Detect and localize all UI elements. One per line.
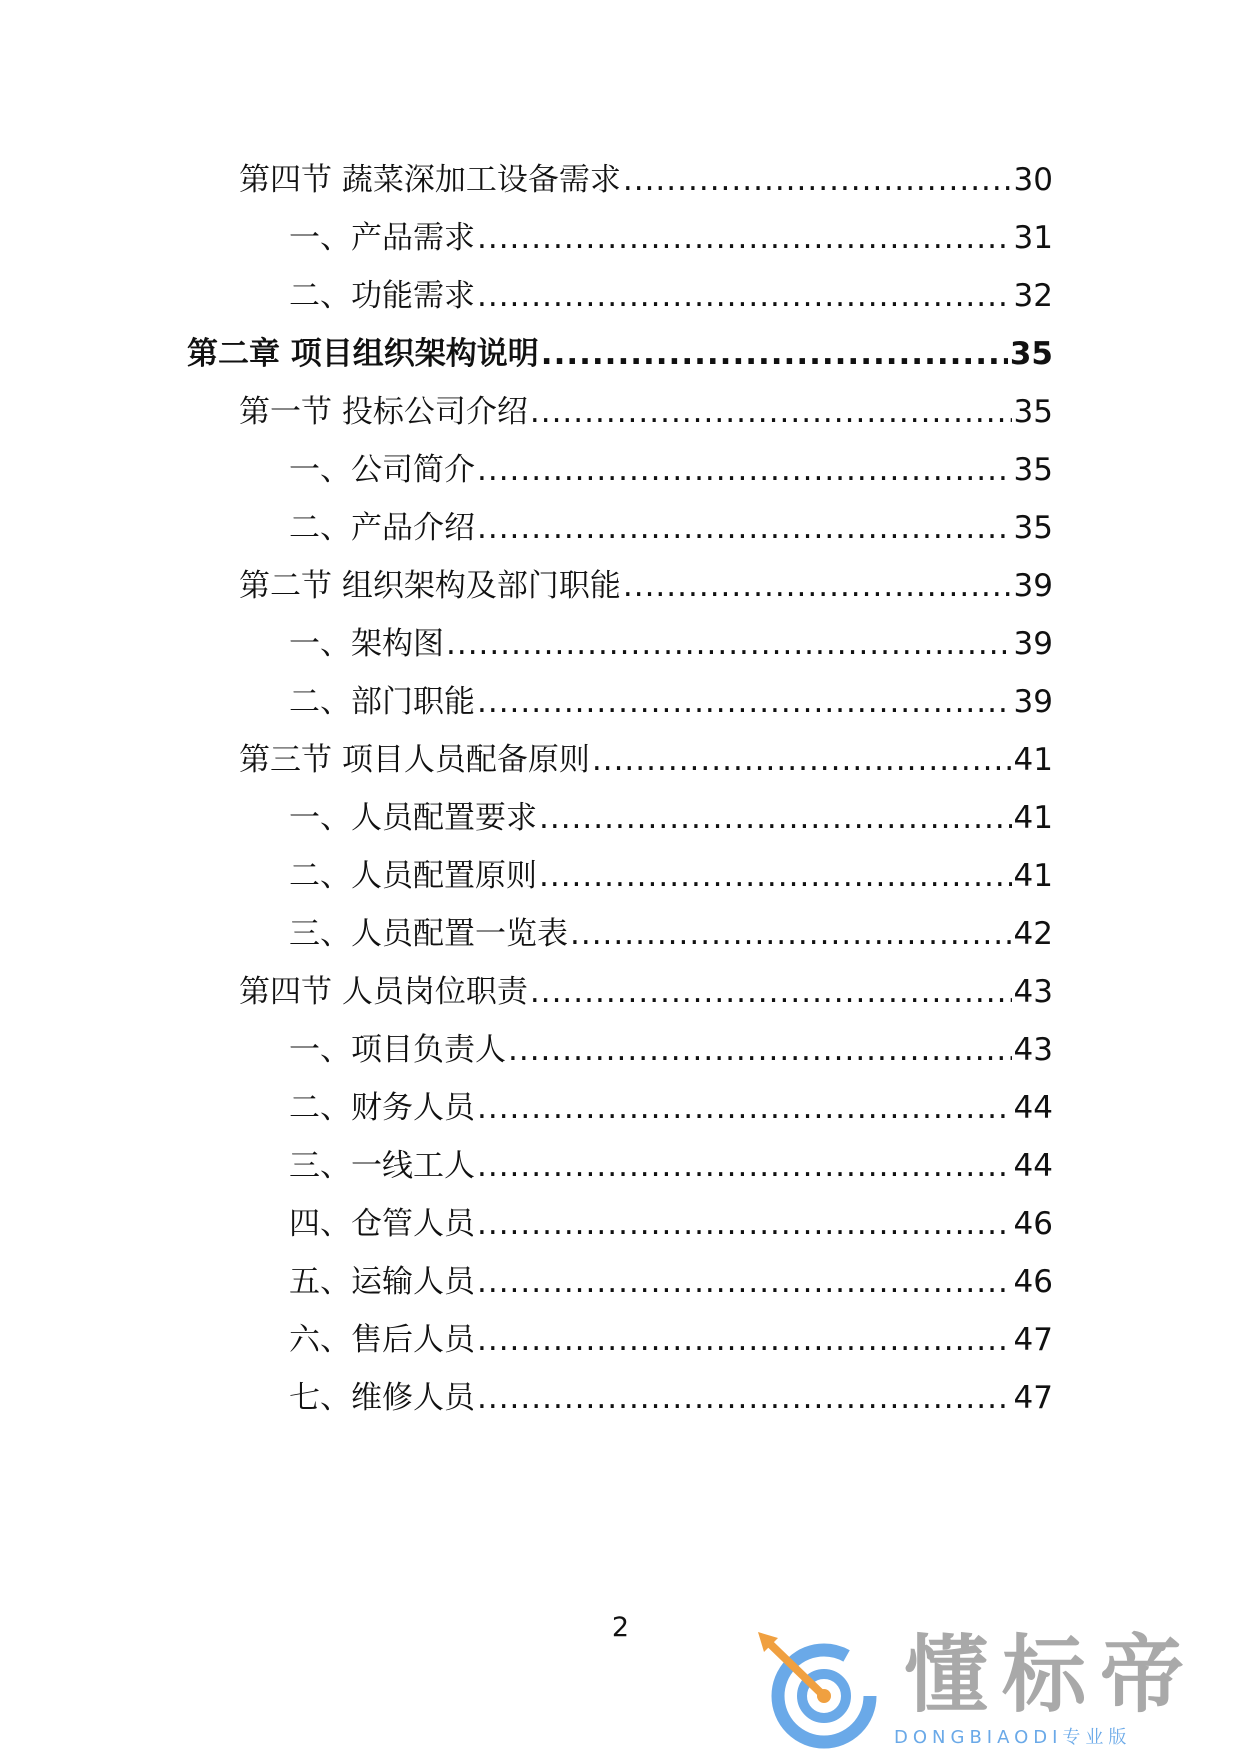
toc-dot-leader (623, 566, 1012, 606)
toc-entry (239, 566, 1053, 606)
toc-dot-leader (592, 740, 1012, 780)
toc-entry-page: 46 (1013, 1206, 1053, 1242)
toc-entry-page: 41 (1013, 858, 1053, 894)
toc-entry (289, 1262, 1053, 1302)
toc-dot-leader (477, 276, 1012, 316)
toc-entry (289, 1088, 1053, 1128)
toc-entry (289, 1204, 1053, 1244)
toc-entry-page: 31 (1013, 220, 1053, 256)
toc-entry-page: 43 (1013, 974, 1053, 1010)
toc-entry-title: 第四节 蔬菜深加工设备需求 (239, 162, 621, 198)
toc-entry-page: 39 (1013, 684, 1053, 720)
toc-entry (187, 334, 1053, 374)
toc-entry-title: 二、功能需求 (289, 278, 475, 314)
watermark-subtitle: DONGBIAODI专业版 (894, 1727, 1132, 1748)
toc-dot-leader (477, 682, 1012, 722)
toc-entry-title: 七、维修人员 (289, 1380, 475, 1416)
toc-dot-leader (477, 450, 1012, 490)
page-number: 2 (611, 1612, 630, 1643)
toc-entry (239, 972, 1053, 1012)
toc-entry-title: 一、项目负责人 (289, 1032, 506, 1068)
toc-entry (289, 450, 1053, 490)
toc-entry-page: 47 (1013, 1380, 1053, 1416)
watermark-brand: 懂标帝 (904, 1626, 1199, 1724)
toc-entry (289, 856, 1053, 896)
toc-dot-leader (477, 1320, 1012, 1360)
watermark (744, 1628, 1224, 1748)
toc-entry-title: 三、一线工人 (289, 1148, 475, 1184)
toc-entry-title: 一、架构图 (289, 626, 444, 662)
toc-entry-title: 四、仓管人员 (289, 1206, 475, 1242)
toc-entry-title: 第二节 组织架构及部门职能 (239, 568, 621, 604)
toc-dot-leader (446, 624, 1012, 664)
toc-dot-leader (539, 856, 1012, 896)
toc-dot-leader (570, 914, 1012, 954)
toc-entry-title: 二、财务人员 (289, 1090, 475, 1126)
toc-dot-leader (477, 1262, 1012, 1302)
toc-entry-page: 35 (1013, 394, 1053, 430)
toc-entry (289, 914, 1053, 954)
toc-entry-page: 43 (1013, 1032, 1053, 1068)
toc-entry-title: 二、产品介绍 (289, 510, 475, 546)
toc-entry (239, 740, 1053, 780)
toc-entry (289, 1030, 1053, 1070)
toc-entry-page: 44 (1013, 1148, 1053, 1184)
toc-entry-page: 47 (1013, 1322, 1053, 1358)
toc-entry (239, 392, 1053, 432)
toc-entry-title: 一、公司简介 (289, 452, 475, 488)
toc-entry (289, 624, 1053, 664)
toc-dot-leader (477, 508, 1012, 548)
toc-entry-page: 35 (1013, 510, 1053, 546)
toc-entry-title: 二、人员配置原则 (289, 858, 537, 894)
toc-dot-leader (541, 334, 1008, 374)
toc-entry-title: 一、人员配置要求 (289, 800, 537, 836)
toc-entry-page: 41 (1013, 742, 1053, 778)
toc-entry-page: 46 (1013, 1264, 1053, 1300)
toc-dot-leader (477, 1204, 1012, 1244)
toc-dot-leader (477, 218, 1012, 258)
toc-entry (289, 276, 1053, 316)
toc-entry-page: 39 (1013, 626, 1053, 662)
toc-entry (289, 1146, 1053, 1186)
toc-entry (289, 508, 1053, 548)
toc-entry-title: 第二章 项目组织架构说明 (187, 336, 539, 372)
toc-entry-title: 一、产品需求 (289, 220, 475, 256)
toc-entry-page: 39 (1013, 568, 1053, 604)
toc-entry-title: 六、售后人员 (289, 1322, 475, 1358)
toc-entry-title: 五、运输人员 (289, 1264, 475, 1300)
toc-dot-leader (623, 160, 1012, 200)
toc-entry-title: 三、人员配置一览表 (289, 916, 568, 952)
toc-entry-page: 42 (1013, 916, 1053, 952)
toc-entry-title: 第三节 项目人员配备原则 (239, 742, 590, 778)
toc-dot-leader (477, 1378, 1012, 1418)
toc-dot-leader (530, 972, 1012, 1012)
toc-entry (289, 798, 1053, 838)
toc-entry-title: 第四节 人员岗位职责 (239, 974, 528, 1010)
toc-entry-page: 44 (1013, 1090, 1053, 1126)
toc-entry-page: 35 (1013, 452, 1053, 488)
toc-entry (289, 1320, 1053, 1360)
toc-entry-page: 35 (1009, 336, 1053, 372)
toc-entry (289, 1378, 1053, 1418)
toc-dot-leader (477, 1088, 1012, 1128)
target-arrow-icon (744, 1628, 894, 1753)
toc-entry-page: 32 (1013, 278, 1053, 314)
toc-entry-title: 第一节 投标公司介绍 (239, 394, 528, 430)
toc-dot-leader (477, 1146, 1012, 1186)
toc-entry (289, 682, 1053, 722)
toc-entry (289, 218, 1053, 258)
toc-dot-leader (508, 1030, 1012, 1070)
toc-entry-page: 30 (1013, 162, 1053, 198)
toc-dot-leader (530, 392, 1012, 432)
toc-entry-page: 41 (1013, 800, 1053, 836)
toc-entry-title: 二、部门职能 (289, 684, 475, 720)
toc-entry (239, 160, 1053, 200)
toc-dot-leader (539, 798, 1012, 838)
